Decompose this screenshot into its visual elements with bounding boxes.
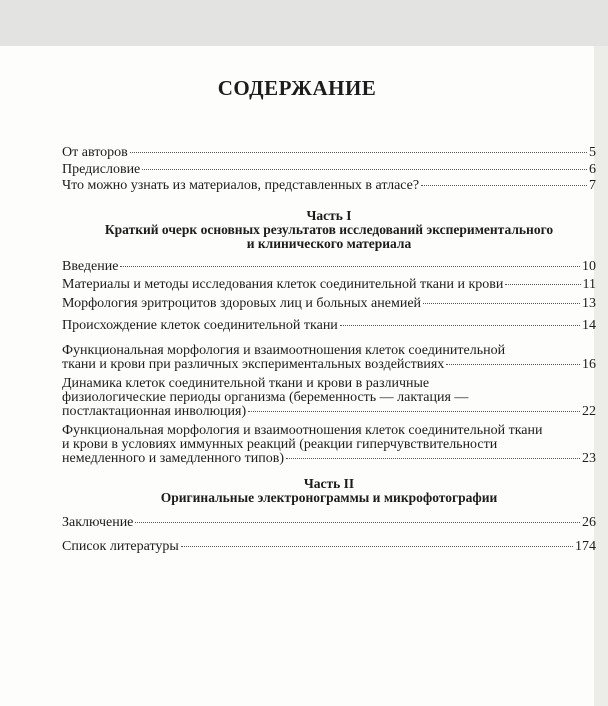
page-number: 14 bbox=[582, 318, 596, 333]
part-1-subtitle-line: Краткий очерк основных результатов исследований экспериментального bbox=[104, 222, 554, 237]
toc-page bbox=[0, 46, 594, 706]
entry-text: ткани и крови при различных экспериментальных воздействиях bbox=[62, 357, 445, 372]
leader-dots bbox=[286, 458, 580, 459]
toc-entry-conclusion[interactable] bbox=[62, 516, 596, 530]
toc-entry-what-to-learn[interactable] bbox=[62, 179, 596, 193]
entry-text: Функциональная морфология и взаимоотношения клеток соединительной ткани bbox=[62, 423, 543, 438]
entry-text: От авторов bbox=[62, 145, 128, 160]
toc-entry-origin[interactable] bbox=[62, 319, 596, 333]
toc-entry-introduction[interactable] bbox=[62, 260, 596, 274]
page-number: 11 bbox=[582, 277, 596, 292]
part-1-title: Часть I bbox=[306, 208, 352, 223]
scan-top-band bbox=[0, 0, 608, 46]
page-number: 26 bbox=[582, 515, 596, 530]
leader-dots bbox=[421, 185, 587, 186]
leader-dots bbox=[446, 364, 580, 365]
leader-dots bbox=[248, 411, 580, 412]
toc-entry-authors[interactable] bbox=[62, 146, 596, 160]
page-number: 23 bbox=[582, 451, 596, 466]
page-number: 6 bbox=[589, 162, 596, 177]
toc-entry-immune[interactable] bbox=[62, 424, 596, 466]
leader-dots bbox=[423, 303, 580, 304]
leader-dots bbox=[120, 266, 580, 267]
page-number: 7 bbox=[589, 178, 596, 193]
entry-text: Происхождение клеток соединительной ткани bbox=[62, 318, 338, 333]
page-number: 174 bbox=[575, 539, 596, 554]
entry-text: Что можно узнать из материалов, представленных в атласе? bbox=[62, 178, 420, 193]
leader-dots bbox=[130, 152, 587, 153]
entry-text: физиологические периоды организма (беременность — лактация — bbox=[62, 390, 469, 405]
page-title: СОДЕРЖАНИЕ bbox=[217, 76, 377, 100]
part-1-subtitle-line: и клинического материала bbox=[246, 236, 412, 251]
leader-dots bbox=[340, 325, 580, 326]
entry-text: и крови в условиях иммунных реакций (реакции гиперчувствительности bbox=[62, 437, 498, 452]
toc-entry-functional-experimental[interactable] bbox=[62, 344, 596, 372]
toc-entry-erythrocytes[interactable] bbox=[62, 297, 596, 311]
toc-entry-methods[interactable] bbox=[62, 278, 596, 292]
entry-text: Заключение bbox=[62, 515, 134, 530]
toc-entry-references[interactable] bbox=[62, 540, 596, 554]
part-2-subtitle-line: Оригинальные электронограммы и микрофотографии bbox=[160, 490, 498, 505]
toc-entry-preface[interactable] bbox=[62, 163, 596, 177]
entry-text: Динамика клеток соединительной ткани и крови в различные bbox=[62, 376, 430, 391]
entry-text: немедленного и замедленного типов) bbox=[62, 451, 284, 466]
page-number: 16 bbox=[582, 357, 596, 372]
entry-text: Материалы и методы исследования клеток соединительной ткани и крови bbox=[62, 277, 504, 292]
leader-dots bbox=[505, 284, 580, 285]
leader-dots bbox=[135, 522, 580, 523]
part-2-heading bbox=[58, 477, 600, 505]
entry-text: постлактационная инволюция) bbox=[62, 404, 247, 419]
page-number: 13 bbox=[582, 296, 596, 311]
part-2-title: Часть II bbox=[303, 476, 355, 491]
entry-text: Введение bbox=[62, 259, 119, 274]
page-number: 22 bbox=[582, 404, 596, 419]
leader-dots bbox=[181, 546, 573, 547]
leader-dots bbox=[142, 169, 587, 170]
toc-entry-dynamics[interactable] bbox=[62, 377, 596, 419]
entry-text: Список литературы bbox=[62, 539, 179, 554]
entry-text: Предисловие bbox=[62, 162, 141, 177]
page-number: 5 bbox=[589, 145, 596, 160]
scan-right-edge bbox=[594, 46, 608, 706]
page-number: 10 bbox=[582, 259, 596, 274]
part-1-heading bbox=[58, 209, 600, 251]
entry-text: Морфология эритроцитов здоровых лиц и больных анемией bbox=[62, 296, 422, 311]
entry-text: Функциональная морфология и взаимоотношения клеток соединительной bbox=[62, 343, 506, 358]
